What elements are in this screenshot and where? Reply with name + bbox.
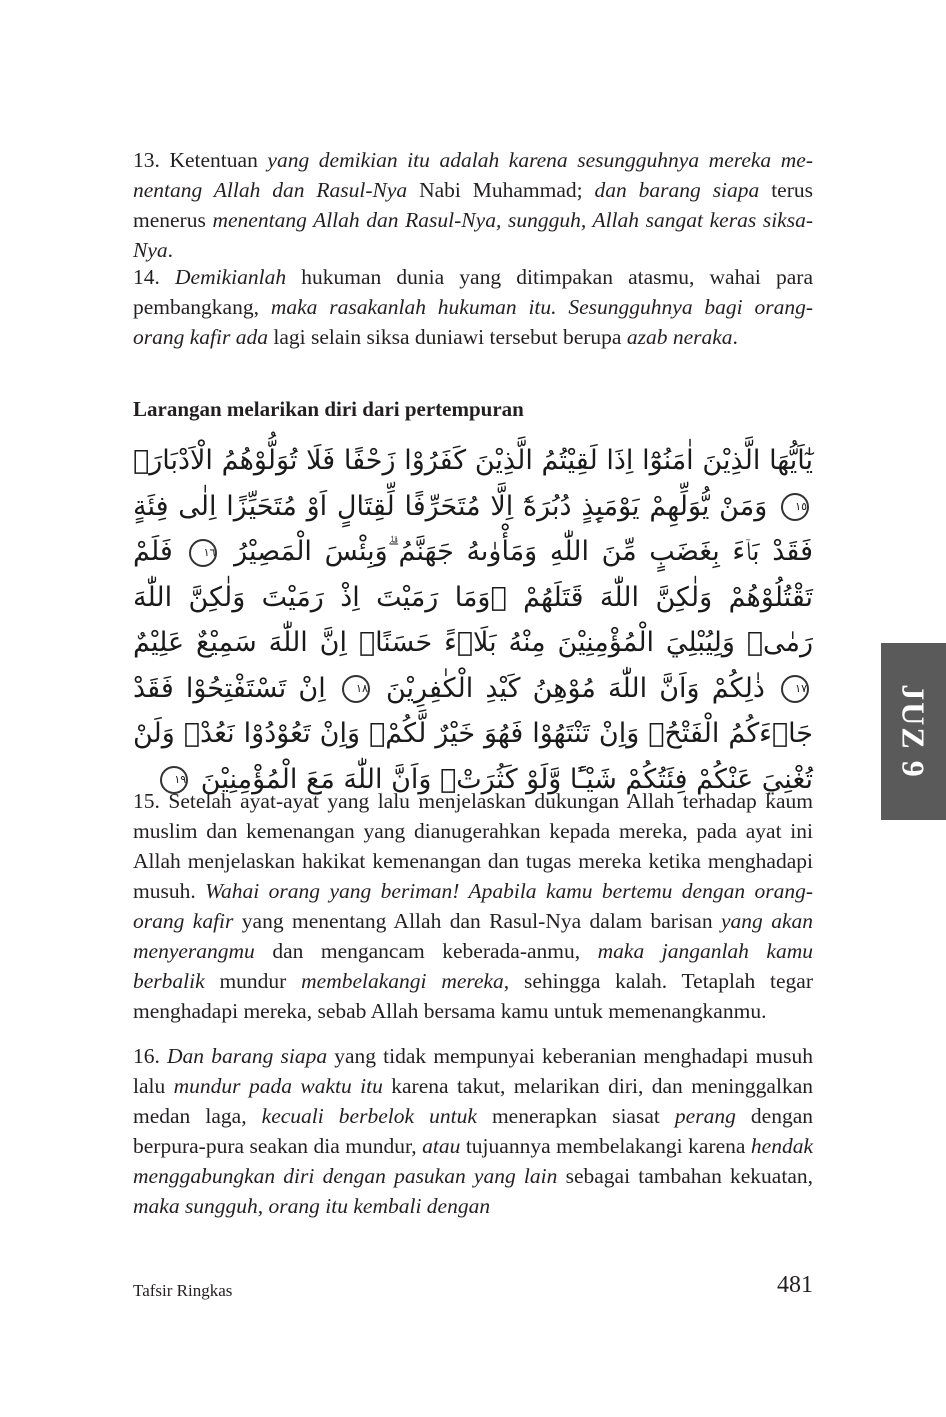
ayah-number-18: ١٨ xyxy=(342,675,370,703)
para16-text: sebagai tambahan kekuatan, xyxy=(557,1164,813,1188)
para14-text: . xyxy=(732,325,738,349)
para16-text: dengan berpura-pura seakan dia mundur, xyxy=(133,1104,814,1158)
para13-text: . xyxy=(167,238,174,262)
para15-text: dan mengancam keberada-anmu, xyxy=(254,939,598,963)
para14-italic: Demikianlah xyxy=(175,265,287,289)
paragraph-13 xyxy=(133,145,813,265)
arabic-verse-16: وَمَنْ يُّوَلِّهِمْ يَوْمَىِٕذٍ دُبُرَهٗٓ اِلَّا مُتَحَرِّفًا لِّقِتَالٍ اَوْ مُتَحَيِّزًا اِلٰى فِئَةٍ فَقَدْ بَاۤءَ بِغَضَبٍ مِّنَ اللّٰهِ وَمَأْوٰىهُ جَهَنَّمُ ۗوَبِئْسَ الْمَصِيْرُ xyxy=(133,490,813,567)
juz-label: JUZ 9 xyxy=(896,684,933,779)
ayah-number-15: ١٥ xyxy=(781,493,809,521)
para14-text: 14. xyxy=(133,265,176,289)
para13-text: 13. Ketentuan xyxy=(133,148,268,172)
para16-italic: perang xyxy=(674,1104,736,1128)
section-heading: Larangan melarikan diri dari pertempuran xyxy=(133,397,524,421)
para16-text: karena takut, melarikan diri, dan meninggalkan medan laga, xyxy=(133,1074,813,1128)
paragraph-16 xyxy=(133,1041,813,1221)
para14-text: hukuman dunia yang ditimpakan atasmu, wahai para pembangkang, xyxy=(133,265,814,319)
para16-text: 16. xyxy=(133,1044,168,1068)
para16-italic: maka sungguh, orang itu kembali dengan xyxy=(133,1194,491,1218)
paragraph-15 xyxy=(133,786,813,1026)
juz-tab xyxy=(881,643,946,820)
page-number: 481 xyxy=(777,1272,813,1298)
para16-italic: atau xyxy=(422,1134,461,1158)
para15-text: , sehingga kalah. Tetaplah tegar menghadapi mereka, sebab Allah bersama kamu untuk memenangkanmu. xyxy=(133,969,813,1023)
footer-book-title: Tafsir Ringkas xyxy=(133,1281,233,1300)
para16-text: yang tidak mempunyai keberanian menghadapi musuh lalu xyxy=(133,1044,814,1098)
arabic-verse-15: يٰٓاَيُّهَا الَّذِيْنَ اٰمَنُوْٓا اِذَا لَقِيْتُمُ الَّذِيْنَ كَفَرُوْا زَحْفًا فَلَا تُوَلُّوْهُمُ الْاَدْبَارَۚ xyxy=(133,445,813,476)
para16-text: tujuannya membelakangi karena xyxy=(460,1134,751,1158)
para14-text: lagi selain siksa duniawi tersebut berupa xyxy=(267,325,627,349)
arabic-verse-19: اِنْ تَسْتَفْتِحُوْا فَقَدْ جَاۤءَكُمُ الْفَتْحُۚ وَاِنْ تَنْتَهُوْا فَهُوَ خَيْرٌ لَّكُمْۚ وَاِنْ تَعُوْدُوْا نَعُدْۚ وَلَنْ تُغْنِيَ عَنْكُمْ فِئَتُكُمْ شَيْـًٔا وَّلَوْ كَثُرَتْۙ وَاَنَّ اللّٰهَ مَعَ الْمُؤْمِنِيْنَ xyxy=(133,672,813,795)
para14-italic: azab neraka xyxy=(626,325,733,349)
para16-italic: Dan barang siapa xyxy=(167,1044,328,1068)
para13-italic: yang demikian itu adalah karena sesungguhnya mereka menentang Allah dan Rasul-Nya xyxy=(133,148,813,202)
para16-italic: kecuali berbelok untuk xyxy=(261,1104,477,1128)
para14-italic: maka rasakanlah hukuman itu. Sesungguhnya bagi orang-orang kafir ada xyxy=(133,295,813,349)
para13-italic: menentang Allah dan Rasul-Nya, sungguh, Allah sangat keras siksa-Nya xyxy=(133,208,814,262)
paragraph-14 xyxy=(133,262,813,352)
para15-text: yang menentang Allah dan Rasul-Nya dalam barisan xyxy=(233,909,721,933)
para13-italic: dan barang siapa xyxy=(594,178,760,202)
para15-italic: Wahai orang yang beriman! Apabila kamu bertemu dengan orang-orang kafir xyxy=(133,879,814,933)
para13-text: Nabi Muhammad; xyxy=(407,178,595,202)
para15-text: mundur xyxy=(204,969,302,993)
para15-italic: maka janganlah kamu berbalik xyxy=(133,939,813,993)
arabic-verses xyxy=(133,438,813,802)
para15-italic: yang akan menyerangmu xyxy=(133,909,813,963)
ayah-number-19: ١٩ xyxy=(160,766,188,794)
para16-italic: mundur pada waktu itu xyxy=(173,1074,383,1098)
para16-text: menerapkan siasat xyxy=(476,1104,675,1128)
arabic-verse-17: فَلَمْ تَقْتُلُوْهُمْ وَلٰكِنَّ اللّٰهَ قَتَلَهُمْ ۖوَمَا رَمَيْتَ اِذْ رَمَيْتَ وَلٰكِنَّ اللّٰهَ رَمٰىۚ وَلِيُبْلِيَ الْمُؤْمِنِيْنَ مِنْهُ بَلَاۤءً حَسَنًاۗ اِنَّ اللّٰهَ سَمِيْعٌ عَلِيْمٌ xyxy=(133,536,813,658)
ayah-number-17: ١٧ xyxy=(781,675,809,703)
arabic-verse-18: ذٰلِكُمْ وَاَنَّ اللّٰهَ مُوْهِنُ كَيْدِ الْكٰفِرِيْنَ xyxy=(385,672,765,704)
para13-text: terus menerus xyxy=(133,178,813,232)
para16-italic: hendak menggabungkan diri dengan pasukan yang lain xyxy=(133,1134,813,1188)
ayah-number-16: ١٦ xyxy=(189,539,217,567)
para15-text: 15. Setelah ayat-ayat yang lalu menjelaskan dukungan Allah terhadap kaum muslim dan kemenangan yang dianugerahkan kepada mereka, pada ayat ini Allah menjelaskan hakikat kemenangan dan tugas mereka ketika menghadapi musuh. xyxy=(133,789,813,903)
para15-italic: membelakangi mereka xyxy=(301,969,504,993)
